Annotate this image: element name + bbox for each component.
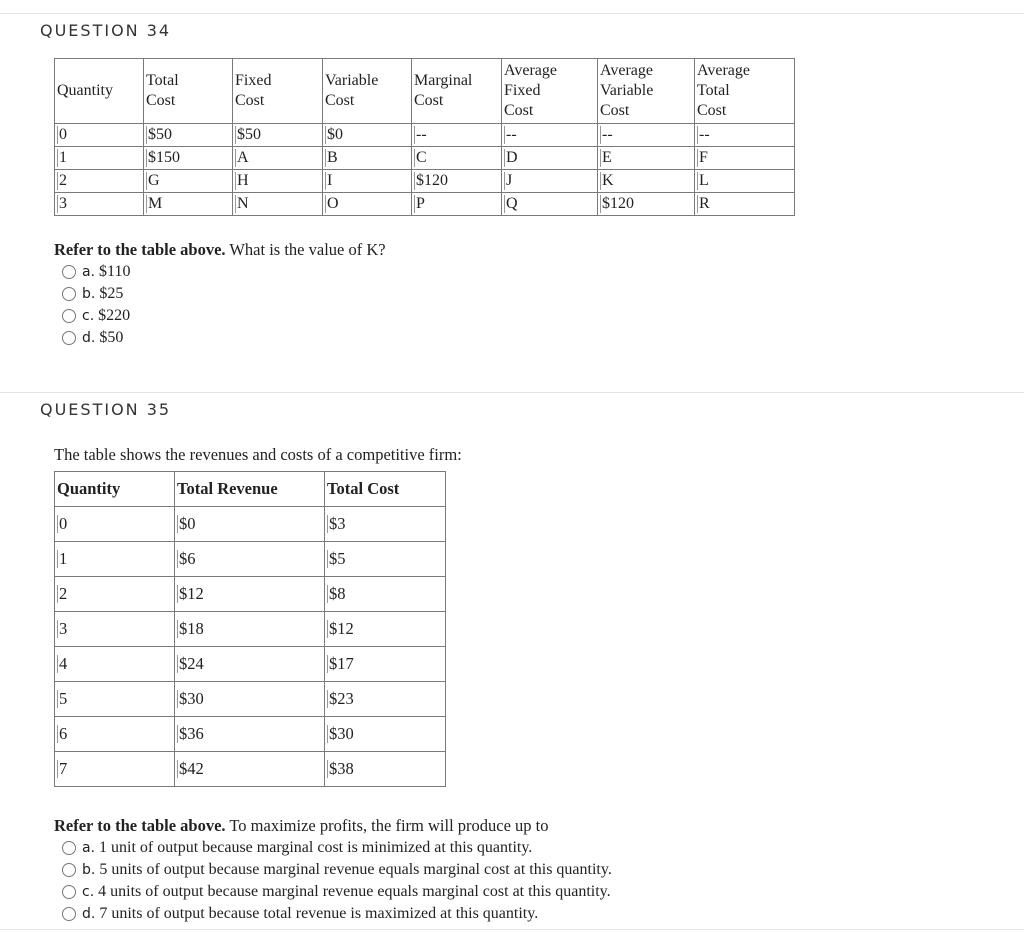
table-cell: $120	[602, 195, 634, 212]
table-cell: $24	[179, 654, 204, 673]
header-quantity: Quantity	[55, 59, 144, 124]
table-cell: G	[148, 172, 160, 189]
cost-table-header-row	[55, 59, 795, 124]
revenue-table-header-row	[55, 472, 446, 507]
table-cell: M	[148, 195, 163, 212]
table-cell: $23	[329, 689, 354, 708]
table-cell: 7	[59, 759, 68, 778]
table-cell: $50	[148, 126, 172, 143]
table-cell: $12	[179, 584, 204, 603]
table-cell: F	[699, 149, 708, 166]
q34-option-a[interactable]: a. $110	[62, 262, 130, 282]
table-cell: $3	[329, 514, 346, 533]
radio-button[interactable]	[62, 331, 76, 345]
radio-button[interactable]	[62, 907, 76, 921]
table-cell: $0	[327, 126, 343, 143]
table-cell: 3	[59, 195, 67, 212]
header-fixed-cost: Fixed Cost	[233, 59, 323, 124]
header-total-revenue: Total Revenue	[175, 472, 325, 507]
table-cell: C	[416, 149, 427, 166]
header-marginal-cost: Marginal Cost	[412, 59, 502, 124]
header-variable-cost: Variable Cost	[323, 59, 412, 124]
table-cell: O	[327, 195, 339, 212]
header-average-fixed-cost: Average Fixed Cost	[502, 59, 598, 124]
table-cell: $120	[416, 172, 448, 189]
q34-option-d[interactable]: d. $50	[62, 328, 123, 348]
table-cell: 2	[59, 172, 67, 189]
table-cell: 4	[59, 654, 68, 673]
question-35-prompt: Refer to the table above. To maximize profits, the firm will produce up to	[54, 816, 549, 835]
table-row	[55, 542, 446, 577]
table-cell: 1	[59, 549, 68, 568]
table-cell: D	[506, 149, 518, 166]
table-cell: --	[506, 126, 517, 143]
table-cell: $30	[329, 724, 354, 743]
table-cell: $0	[179, 514, 196, 533]
table-row	[55, 124, 795, 147]
table-cell: $42	[179, 759, 204, 778]
table-row	[55, 507, 446, 542]
radio-button[interactable]	[62, 841, 76, 855]
q35-option-b[interactable]: b. 5 units of output because marginal revenue equals marginal cost at this quantity.	[62, 860, 612, 880]
section-divider	[0, 392, 1024, 393]
header-average-variable-cost: Average Variable Cost	[598, 59, 695, 124]
table-cell: $38	[329, 759, 354, 778]
table-row	[55, 193, 795, 216]
header-total-cost: Total Cost	[325, 472, 446, 507]
bottom-divider	[0, 929, 1024, 930]
question-35-intro: The table shows the revenues and costs of a competitive firm:	[54, 445, 462, 464]
q34-option-b[interactable]: b. $25	[62, 284, 123, 304]
table-row	[55, 612, 446, 647]
radio-button[interactable]	[62, 885, 76, 899]
radio-button[interactable]	[62, 863, 76, 877]
question-34-title: QUESTION 34	[40, 21, 172, 40]
radio-button[interactable]	[62, 265, 76, 279]
q35-option-c[interactable]: c. 4 units of output because marginal revenue equals marginal cost at this quantity.	[62, 882, 611, 902]
table-cell: $5	[329, 549, 346, 568]
table-cell: P	[416, 195, 425, 212]
table-cell: E	[602, 149, 612, 166]
radio-button[interactable]	[62, 309, 76, 323]
table-cell: --	[602, 126, 613, 143]
table-row	[55, 577, 446, 612]
table-cell: J	[506, 172, 513, 189]
q34-option-c[interactable]: c. $220	[62, 306, 130, 326]
table-cell: --	[699, 126, 710, 143]
question-35-title: QUESTION 35	[40, 400, 172, 419]
table-cell: $30	[179, 689, 204, 708]
table-cell: 0	[59, 514, 68, 533]
table-cell: $36	[179, 724, 204, 743]
table-cell: $12	[329, 619, 354, 638]
cost-table	[54, 58, 795, 216]
table-row	[55, 147, 795, 170]
table-cell: --	[416, 126, 427, 143]
top-divider	[0, 13, 1024, 14]
table-cell: 0	[59, 126, 67, 143]
table-cell: $17	[329, 654, 354, 673]
table-row	[55, 717, 446, 752]
table-row	[55, 170, 795, 193]
table-cell: L	[699, 172, 709, 189]
q35-option-a[interactable]: a. 1 unit of output because marginal cost is minimized at this quantity.	[62, 838, 532, 858]
table-cell: N	[237, 195, 249, 212]
table-row	[55, 682, 446, 717]
question-34-prompt: Refer to the table above. What is the value of K?	[54, 240, 386, 259]
table-cell: B	[327, 149, 338, 166]
table-cell: 6	[59, 724, 68, 743]
table-cell: Q	[506, 195, 518, 212]
table-cell: 1	[59, 149, 67, 166]
table-cell: I	[327, 172, 333, 189]
header-quantity: Quantity	[55, 472, 175, 507]
revenue-cost-table	[54, 471, 446, 787]
table-cell: $18	[179, 619, 204, 638]
q35-option-d[interactable]: d. 7 units of output because total revenue is maximized at this quantity.	[62, 904, 538, 924]
table-cell: 3	[59, 619, 68, 638]
table-cell: $8	[329, 584, 346, 603]
table-cell: A	[237, 149, 249, 166]
table-cell: 2	[59, 584, 68, 603]
table-cell: K	[602, 172, 614, 189]
header-average-total-cost: Average Total Cost	[695, 59, 795, 124]
table-cell: R	[699, 195, 710, 212]
table-cell: $150	[148, 149, 180, 166]
header-total-cost: Total Cost	[144, 59, 233, 124]
table-cell: H	[237, 172, 249, 189]
table-row	[55, 752, 446, 787]
table-row	[55, 647, 446, 682]
table-cell: $6	[179, 549, 196, 568]
radio-button[interactable]	[62, 287, 76, 301]
table-cell: 5	[59, 689, 68, 708]
table-cell: $50	[237, 126, 261, 143]
